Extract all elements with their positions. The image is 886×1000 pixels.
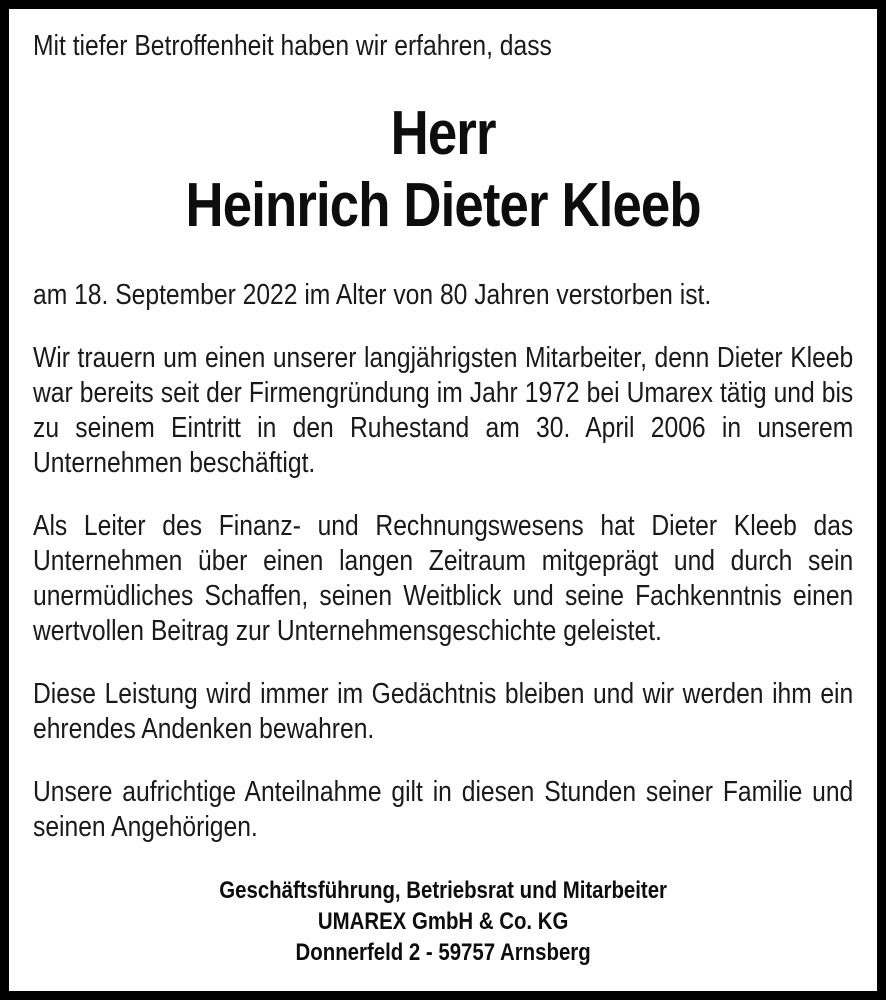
paragraph-remembrance: Diese Leistung wird immer im Gedächtnis bleiben und wir werden ihm ein ehrendes Andenken bewahren. [33,678,854,745]
obituary-sheet [9,9,877,991]
signature-line-signatories: Geschäftsführung, Betriebsrat und Mitarbeiter [219,877,667,904]
paragraph-death-date: am 18. September 2022 im Alter von 80 Jahren verstorben ist. [33,279,712,311]
signature-line-company: UMAREX GmbH & Co. KG [317,908,569,935]
signature-line-address: Donnerfeld 2 - 59757 Arnsberg [295,939,591,966]
obituary-content [33,29,853,968]
paragraph-contribution: Als Leiter des Finanz- und Rechnungswesens hat Dieter Kleeb das Unternehmen über einen langen Zeitraum mitgeprägt und durch sein unermüdliches Schaffen, seinen Weitblick und seine Fachkenntnis einen wertvollen Beitrag zur Unternehmensgeschichte geleistet. [33,510,854,647]
deceased-name: Heinrich Dieter Kleeb [185,171,701,240]
signature-block [33,875,853,968]
salutation: Herr [390,99,496,168]
paragraph-condolence: Unsere aufrichtige Anteilnahme gilt in diesen Stunden seiner Familie und seinen Angehörigen. [33,776,854,843]
deceased-name-block [33,98,853,242]
paragraph-career: Wir trauern um einen unserer langjährigsten Mitarbeiter, denn Dieter Kleeb war bereits seit der Firmengründung im Jahr 1972 bei Umarex tätig und bis zu seinem Eintritt in den Ruhestand am 30. April 2006 in unserem Unternehmen beschäftigt. [33,342,854,479]
intro-line: Mit tiefer Betroffenheit haben wir erfahren, dass [33,30,552,62]
